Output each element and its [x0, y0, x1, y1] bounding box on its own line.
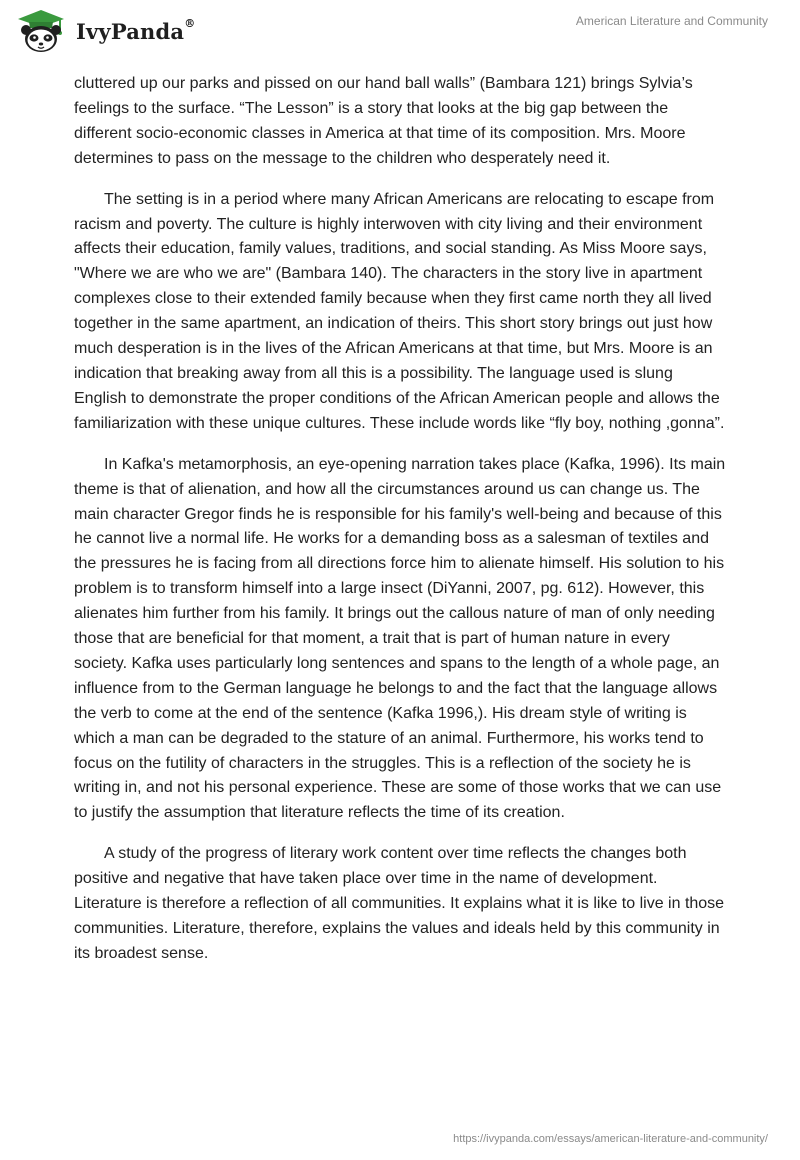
- paragraph-4: A study of the progress of literary work content over time reflects the changes both positive and negative that have taken place over time in the name of development. Literature is therefore a reflection of all communities. It explains what it is like to live in those communities. Literature, therefore, explains the values and ideals held by this community in its broadest sense.: [74, 845, 725, 962]
- document-title: American Literature and Community: [575, 14, 768, 28]
- ivypanda-logo[interactable]: [14, 8, 195, 54]
- paragraph-2: The setting is in a period where many African Americans are relocating to escape from racism and poverty. The culture is highly interwoven with city living and their environment affects their education, family values, traditions, and social standing. As Miss Moore says, "Where we are who we are" (Bambara 140). The characters in the story live in apartment complexes close to their extended family because when they first came north they all lived together in the same apartment, an indication of theirs. This short story brings out just how much desperation is in the lives of the African Americans at that time, but Mrs. Moore is an indication that breaking away from all this is a possibility. The language used is slung English to demonstrate the proper conditions of the African American people and allows the familiarization with these unique cultures. These include words like “fly boy, nothing ,gonna”.: [74, 190, 725, 432]
- panda-graduate-icon: [14, 8, 68, 54]
- essay-body: [74, 72, 726, 983]
- paragraph-1: cluttered up our parks and pissed on our hand ball walls” (Bambara 121) brings Sylvia’s feelings to the surface. “The Lesson” is a story that looks at the big gap between the different socio-economic classes in America at that time of its composition. Mrs. Moore determines to pass on the message to the children who desperately need it.: [74, 75, 693, 167]
- brand-name: IvyPanda®: [76, 16, 196, 44]
- page-header: [0, 0, 800, 60]
- paragraph-3: In Kafka's metamorphosis, an eye-opening narration takes place (Kafka, 1996). Its main theme is that of alienation, and how all the circumstances around us can change us. The main character Gregor finds he is responsible for his family's well-being and because of this he cannot live a normal life. He works for a demanding boss as a salesman of textiles and the pressures he is facing from all directions force him to alienate himself. His solution to his problem is to transform himself into a large insect (DiYanni, 2007, pg. 612). However, this alienates him further from his family. It brings out the callous nature of man of only needing those that are beneficial for that moment, a trait that is part of human nature in every society. Kafka uses particularly long sentences and spans to the length of a whole page, an influence from to the German language he belongs to and the fact that the language allows the verb to come at the end of the sentence (Kafka 1996,). His dream style of writing is which a man can be degraded to the stature of an animal. Furthermore, his works tend to focus on the futility of characters in the struggles. This is a reflection of the society he is writing in, and not his personal experience. These are some of those works that we can use to justify the assumption that literature reflects the time of its creation.: [74, 455, 726, 822]
- source-url-link[interactable]: https://ivypanda.com/essays/american-literature-and-community/: [453, 1133, 768, 1145]
